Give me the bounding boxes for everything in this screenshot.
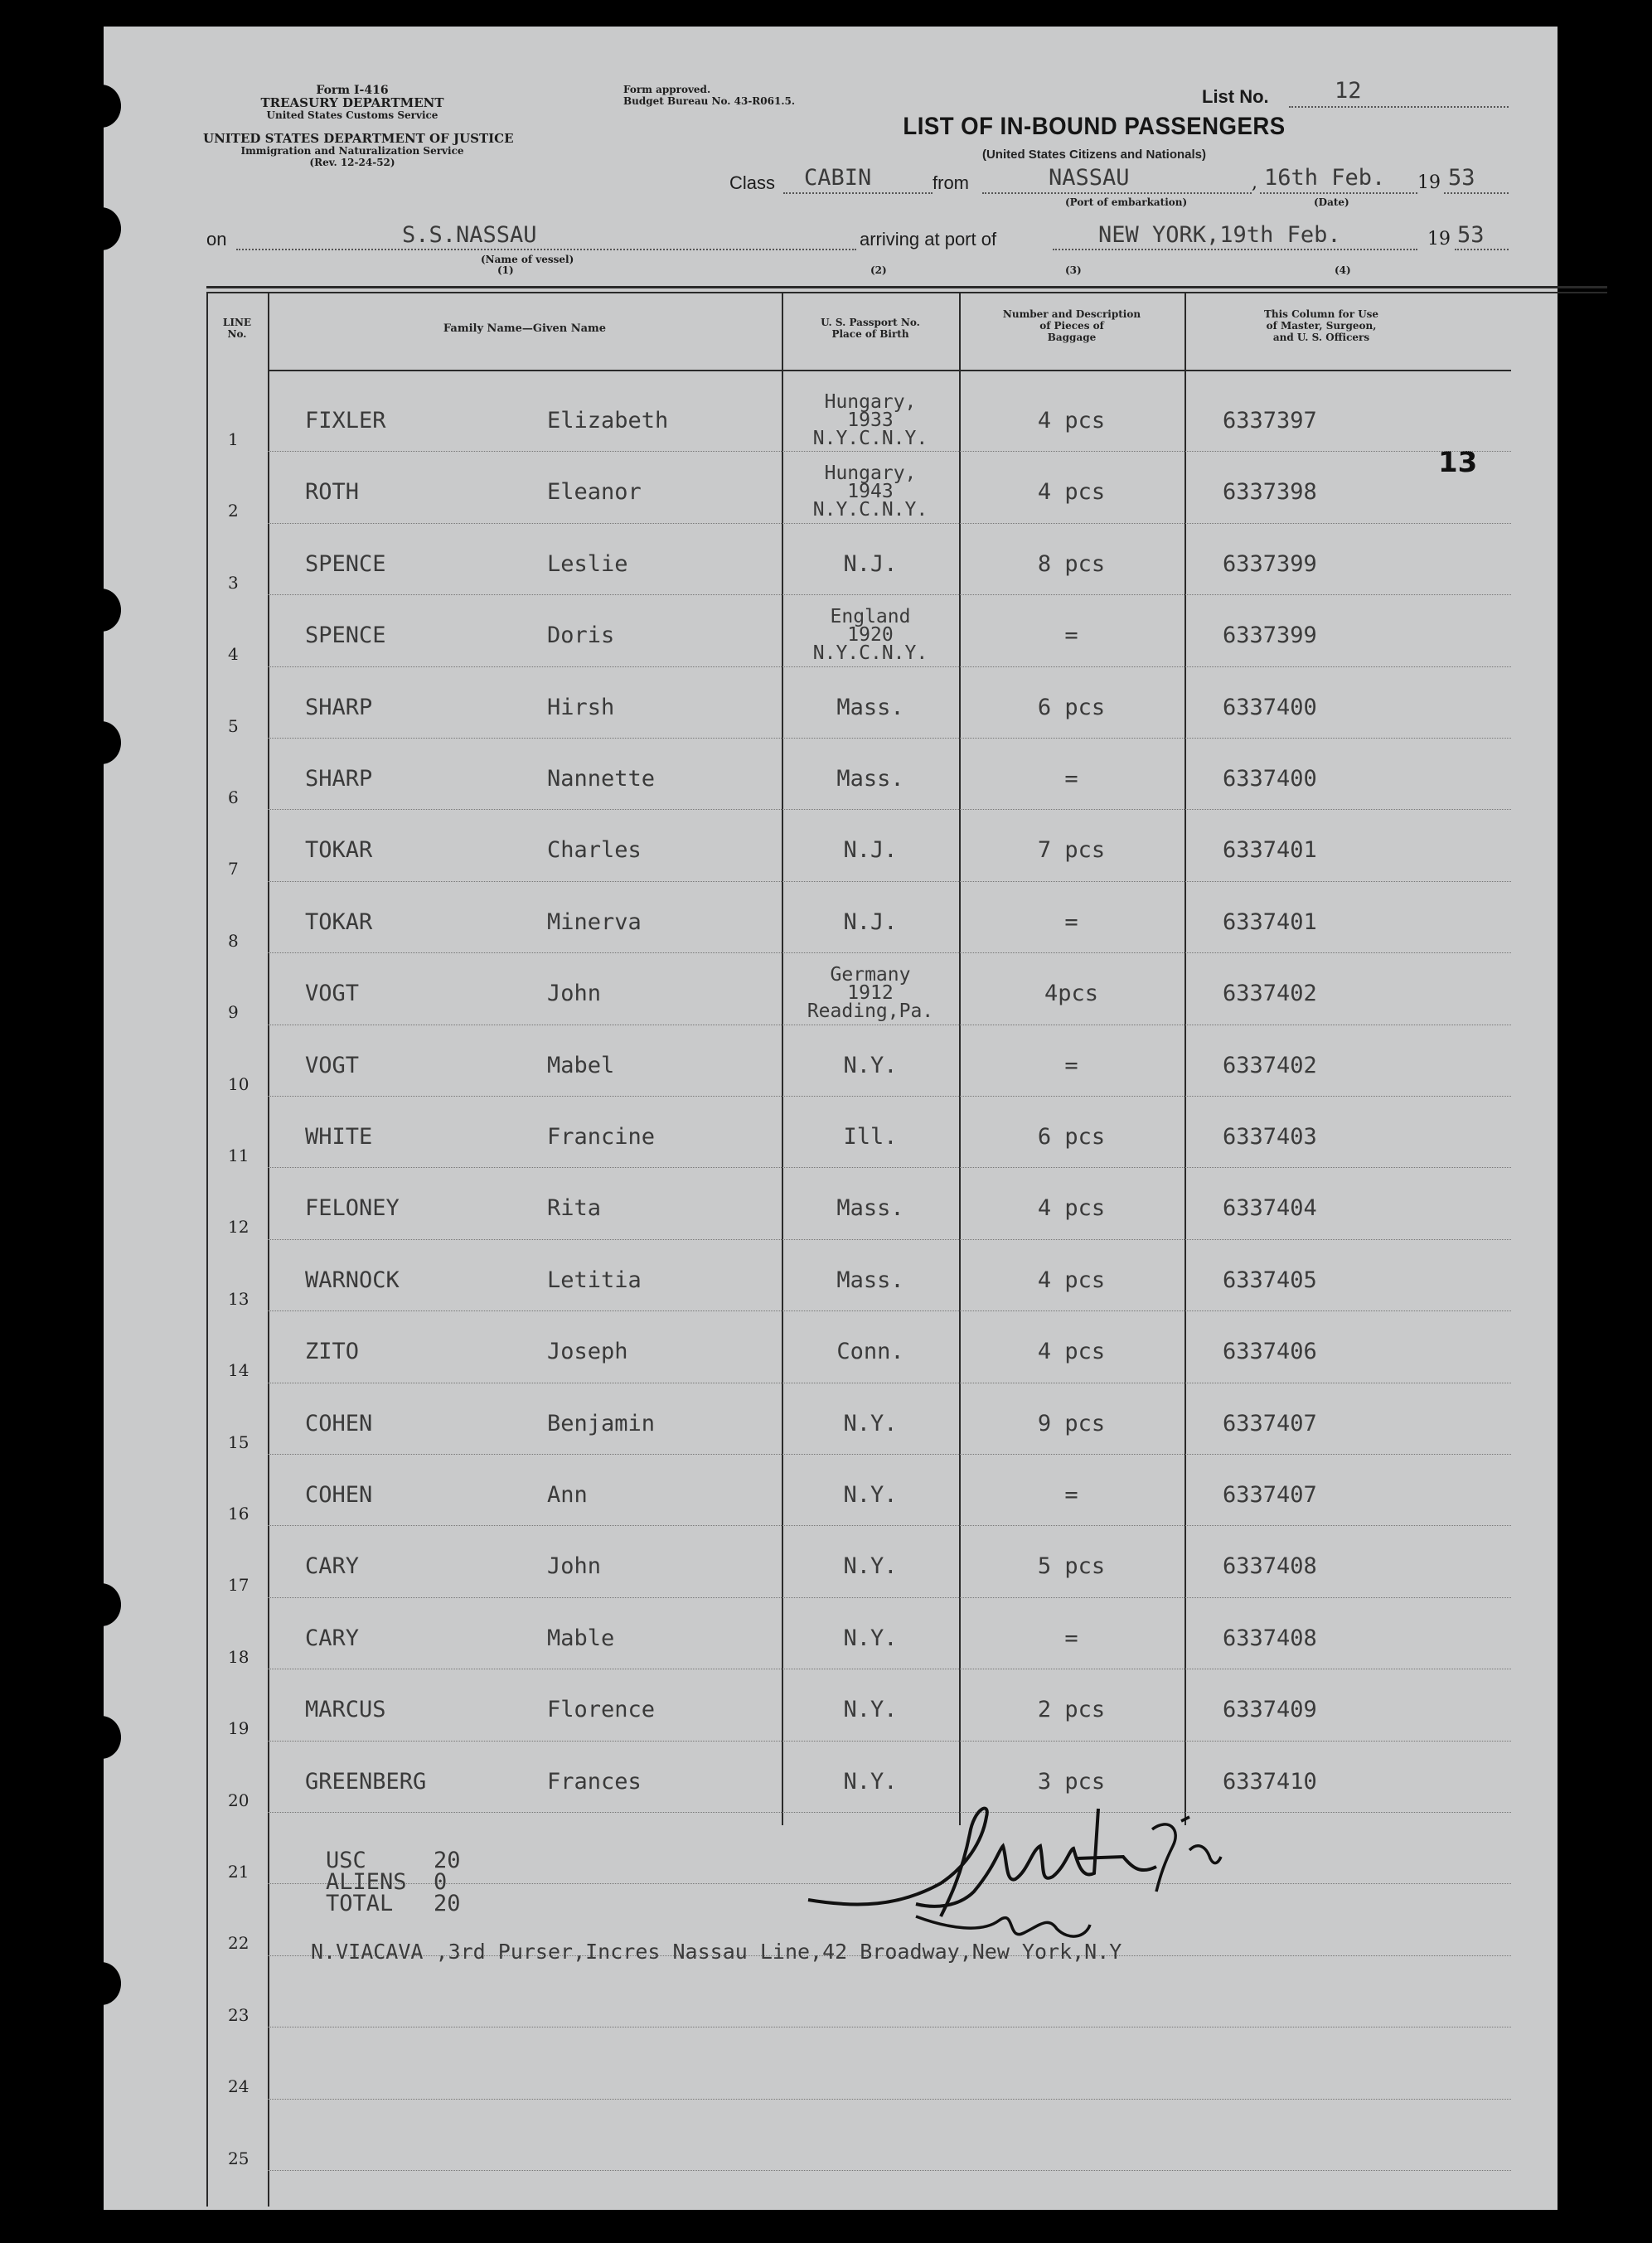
given-name: Rita [547, 1195, 602, 1222]
given-name: Benjamin [547, 1410, 656, 1436]
row-rule [268, 594, 1511, 595]
line-number: 17 [228, 1575, 249, 1596]
given-name: Minerva [547, 908, 642, 935]
place-of-birth [782, 606, 959, 665]
row-rule [268, 1454, 1511, 1455]
line-number: 11 [228, 1146, 249, 1165]
line-number: 21 [228, 1862, 249, 1882]
passport-number: 6337401 [1223, 908, 1317, 935]
col-header-passport: U. S. Passport No. Place of Birth [821, 317, 920, 340]
birth-line: Conn. [836, 1339, 904, 1365]
line-number: 12 [228, 1217, 249, 1238]
punch-hole [81, 207, 121, 250]
place-of-birth [782, 1482, 959, 1508]
given-name: Charles [547, 837, 642, 864]
row-rule [268, 881, 1511, 882]
table-left-rule [206, 292, 208, 2207]
family-name: SPENCE [305, 623, 386, 649]
family-name: TOKAR [305, 908, 373, 935]
birth-line: N.J. [843, 908, 898, 935]
row-rule [268, 1741, 1511, 1742]
arrival-year: 53 [1457, 222, 1485, 248]
place-of-birth [782, 1697, 959, 1722]
purser-line: N.VIACAVA ,3rd Purser,Incres Nassau Line,42 Broadway,New York,N.Y [311, 1940, 1122, 1964]
row-rule [268, 2099, 1511, 2100]
place-of-birth [782, 1553, 959, 1579]
passport-number: 6337399 [1223, 550, 1317, 577]
line-number: 14 [228, 1360, 249, 1381]
given-name: John [547, 1553, 602, 1580]
baggage: 5 pcs [1037, 1553, 1106, 1580]
line-number: 8 [228, 930, 239, 951]
family-name: COHEN [305, 1482, 373, 1508]
arrival-value: NEW YORK,19th Feb. [1098, 222, 1341, 248]
family-name: MARCUS [305, 1697, 386, 1723]
row-rule [268, 952, 1511, 953]
line-number: 20 [228, 1790, 249, 1810]
punch-hole [81, 589, 121, 632]
list-no-value: 12 [1335, 78, 1362, 104]
punch-hole [81, 1716, 121, 1759]
class-label: Class [729, 172, 776, 193]
row-rule [268, 1310, 1511, 1311]
given-name: Joseph [547, 1339, 628, 1365]
line-number: 16 [228, 1504, 249, 1524]
passport-number: 6337407 [1223, 1482, 1317, 1508]
page-title: LIST OF IN-BOUND PASSENGERS [903, 113, 1286, 140]
given-name: Elizabeth [547, 408, 669, 434]
passport-number: 6337399 [1223, 623, 1317, 649]
place-of-birth [782, 1124, 959, 1150]
row-rule [268, 1525, 1511, 1526]
row-rule [268, 1096, 1511, 1097]
baggage: = [1064, 1052, 1078, 1078]
line-number: 5 [228, 715, 239, 736]
place-of-birth [782, 964, 959, 1023]
budget-bureau-no: Budget Bureau No. 43-R061.5. [623, 95, 796, 107]
given-name: Mabel [547, 1052, 615, 1078]
baggage: 4 pcs [1037, 408, 1106, 434]
page-number: 13 [1438, 446, 1478, 479]
birth-line: 1943 [847, 481, 894, 503]
line-number: 9 [228, 1002, 239, 1023]
col-header-baggage: Number and Description of Pieces of Baggage [1002, 308, 1141, 343]
col-num-2: (2) [870, 264, 887, 276]
birth-line: 1912 [847, 982, 894, 1005]
immigration-service: Immigration and Naturalization Service [240, 145, 464, 157]
baggage: = [1064, 908, 1078, 935]
list-no-label: List No. [1202, 86, 1269, 107]
customs-service: United States Customs Service [266, 109, 438, 121]
passport-number: 6337400 [1223, 766, 1317, 792]
birth-line: Mass. [836, 694, 904, 720]
place-of-birth [782, 551, 959, 577]
birth-line: N.Y. [843, 1052, 898, 1078]
family-name: WARNOCK [305, 1267, 400, 1293]
arriving-label: arriving at port of [860, 229, 997, 249]
row-rule [268, 1239, 1511, 1240]
family-name: VOGT [305, 981, 360, 1007]
baggage: 3 pcs [1037, 1768, 1106, 1795]
passport-number: 6337404 [1223, 1195, 1317, 1222]
passport-number: 6337408 [1223, 1625, 1317, 1651]
passport-number: 6337403 [1223, 1124, 1317, 1150]
passport-number: 6337398 [1223, 479, 1317, 506]
officer-signature [792, 1784, 1223, 1950]
place-of-birth [782, 1411, 959, 1436]
form-number: Form I-416 [316, 84, 389, 97]
row-rule [268, 666, 1511, 667]
birth-line: N.Y.C.N.Y. [812, 428, 928, 449]
line-number: 19 [228, 1718, 249, 1739]
baggage: 6 pcs [1037, 1124, 1106, 1150]
family-name: CARY [305, 1625, 360, 1651]
birth-line: N.Y. [843, 1768, 898, 1795]
place-of-birth [782, 1053, 959, 1078]
given-name: Leslie [547, 550, 628, 577]
baggage: 8 pcs [1037, 550, 1106, 577]
given-name: Mable [547, 1625, 615, 1651]
birth-line: Germany [830, 964, 911, 986]
birth-line: 1933 [847, 409, 894, 431]
col-num-4: (4) [1335, 264, 1351, 276]
punch-hole [81, 1962, 121, 2005]
form-approved: Form approved. [623, 84, 711, 95]
on-label: on [206, 229, 227, 249]
row-rule [268, 523, 1511, 524]
birth-line: N.Y. [843, 1625, 898, 1651]
birth-line: N.Y. [843, 1410, 898, 1436]
family-name: GREENBERG [305, 1768, 427, 1795]
baggage: = [1064, 766, 1078, 792]
punch-hole [81, 721, 121, 764]
passport-number: 6337402 [1223, 1052, 1317, 1078]
line-number: 25 [228, 2148, 249, 2168]
line-number: 10 [228, 1073, 249, 1094]
passport-number: 6337400 [1223, 694, 1317, 720]
line-number: 15 [228, 1432, 249, 1452]
line-number: 22 [228, 1933, 249, 1954]
place-of-birth [782, 393, 959, 448]
year-value: 53 [1448, 165, 1475, 191]
baggage: 2 pcs [1037, 1697, 1106, 1723]
family-name: WHITE [305, 1124, 373, 1150]
row-rule [268, 451, 1511, 452]
vessel-value: S.S.NASSAU [402, 222, 537, 248]
baggage: 4 pcs [1037, 1195, 1106, 1222]
line-number: 23 [228, 2004, 249, 2025]
given-name: Hirsh [547, 694, 615, 720]
row-rule [268, 1597, 1511, 1598]
line-number: 13 [228, 1288, 249, 1309]
passport-number: 6337407 [1223, 1410, 1317, 1436]
given-name: Eleanor [547, 479, 642, 506]
family-name: CARY [305, 1553, 360, 1580]
place-of-birth [782, 1195, 959, 1221]
baggage: 4pcs [1044, 981, 1099, 1007]
birth-line: Mass. [836, 1195, 904, 1222]
baggage: 4 pcs [1037, 1267, 1106, 1293]
punch-hole [81, 85, 121, 128]
birth-line: N.J. [843, 837, 898, 864]
family-name: VOGT [305, 1052, 360, 1078]
table-top-rule [206, 286, 1607, 288]
birth-line: N.Y. [843, 1553, 898, 1580]
line-number: 1 [228, 429, 239, 449]
line-number: 18 [228, 1646, 249, 1667]
year-prefix: 19 [1417, 172, 1441, 193]
row-rule [268, 2170, 1511, 2171]
place-of-birth [782, 1339, 959, 1364]
line-number: 24 [228, 2076, 249, 2097]
revision-date: (Rev. 12-24-52) [309, 157, 395, 168]
vessel-col-num: (1) [497, 264, 514, 276]
vessel-caption: (Name of vessel) [481, 254, 574, 265]
birth-line: N.Y.C.N.Y. [812, 642, 928, 665]
family-name: SPENCE [305, 550, 386, 577]
passport-number: 6337410 [1223, 1768, 1317, 1795]
place-of-birth [782, 909, 959, 935]
document-page: Form I-416 TREASURY DEPARTMENT United States Customs Service UNITED STATES DEPARTMENT OF JUSTICE Immigration and Naturalization Service (Rev. 12-24-52) Form approved. Budget Bureau No. 43-R061.5. List No. 12 LIST OF IN-BOUND PASSENGERS (United States Citizens and Nationals) Class CABIN from NASSAU (Port of embarkation) , 16th Feb. (Date) 19 53 on S.S.NASSAU (Name of vessel) (1) arriving at port of NEW YORK,19th Feb. 19 53 (2) (3) (4) LINE No. Family Name—Given Name U. S. Passport No. Place of Birth Number and Description of Pieces of Baggage This Column for Use of Master, Surgeon, and U. S. Officers 13 1 FIXLER Elizabeth 4 pcs 6337397 Hungary, 1933 N.Y.C.N.Y. 2 ROTH Eleanor 4 pcs 6337398 Hungary, 1943 N.Y.C.N.Y. 3 SPENCE Leslie 8 pcs 6337399 N.J. 4 SPENCE Doris = 6337399 England 1920 N.Y.C.N.Y. 5 SHARP Hirsh 6 pcs 6337400 Mass. 6 SHARP Nannette = 6337400 Mass. 7 TOKAR Charles 7 pcs 6337401 N.J. 8 TOKAR Minerva = 6337401 N.J. 9 VOGT John 4pcs 6337402 Germany 1912 Reading,Pa. 10 VOGT Mabel = 6337402 N.Y. 11 WHITE Francine 6 pcs 6337403 Ill. 12 FELONEY Rita 4 pcs 6337404 Mass. 13 WARNOCK Letitia 4 pcs 6337405 Mass. 14 ZITO Joseph 4 pcs 6337406 Conn. 15 COHEN Benjamin 9 pcs 6337407 N.Y. 16 COHEN Ann = 6337407 N.Y. 17 CARY John 5 pcs 6337408 N.Y. 18 CARY Mable = 6337408 N.Y. 19 MARCUS Florence 2 pcs 6337409 N.Y. 20 GREENBERG Frances 3 pcs 6337410 N.Y. 21 22 23 24 25 USC 20 ALIENS 0 TOTAL 20 N.VIACAVA ,3rd Purser,Incres Nassau Line,42 Broadway,New York,N.Y [104, 27, 1558, 2210]
row-rule [268, 738, 1511, 739]
baggage: = [1064, 1482, 1078, 1508]
family-name: COHEN [305, 1410, 373, 1436]
row-rule [268, 809, 1511, 810]
port-caption: (Port of embarkation) [1065, 196, 1188, 208]
treasury-department: TREASURY DEPARTMENT [260, 95, 444, 110]
class-value: CABIN [804, 165, 872, 191]
baggage: 4 pcs [1037, 1339, 1106, 1365]
passport-number: 6337408 [1223, 1553, 1317, 1580]
family-name: ROTH [305, 479, 360, 506]
line-number: 4 [228, 644, 239, 665]
baggage: = [1064, 623, 1078, 649]
birth-line: 1920 [847, 624, 894, 647]
place-of-birth [782, 464, 959, 519]
justice-department: UNITED STATES DEPARTMENT OF JUSTICE [203, 131, 514, 146]
place-of-birth [782, 1625, 959, 1651]
date-value: 16th Feb. [1264, 165, 1386, 191]
totals-row: ALIENS 0 [326, 1869, 448, 1895]
family-name: FIXLER [305, 408, 386, 434]
baggage: 7 pcs [1037, 837, 1106, 864]
col-header-line: LINE No. [222, 317, 252, 340]
given-name: Nannette [547, 766, 656, 792]
family-name: SHARP [305, 694, 373, 720]
line-number: 3 [228, 572, 239, 593]
date-caption: (Date) [1314, 196, 1349, 208]
given-name: Francine [547, 1124, 656, 1150]
birth-line: Hungary, [824, 463, 917, 485]
given-name: Frances [547, 1768, 642, 1795]
family-name: TOKAR [305, 837, 373, 864]
totals-block [326, 1850, 461, 1915]
given-name: Ann [547, 1482, 588, 1508]
family-name: ZITO [305, 1339, 360, 1365]
passport-number: 6337409 [1223, 1697, 1317, 1723]
totals-row: USC 20 [326, 1848, 461, 1873]
from-label: from [933, 172, 969, 193]
passport-number: 6337406 [1223, 1339, 1317, 1365]
given-name: Letitia [547, 1267, 642, 1293]
given-name: Florence [547, 1697, 656, 1723]
arrival-year-prefix: 19 [1427, 229, 1451, 249]
col-header-officers: This Column for Use of Master, Surgeon, and U. S. Officers [1263, 308, 1379, 343]
birth-line: N.J. [843, 550, 898, 577]
passport-number: 6337405 [1223, 1267, 1317, 1293]
birth-line: England [830, 606, 911, 628]
line-number: 6 [228, 787, 239, 807]
passport-number: 6337397 [1223, 408, 1317, 434]
punch-hole [81, 1583, 121, 1626]
totals-row: TOTAL 20 [326, 1891, 461, 1916]
passport-number: 6337402 [1223, 981, 1317, 1007]
birth-line: N.Y. [843, 1482, 898, 1508]
birth-line: N.Y.C.N.Y. [812, 499, 928, 521]
place-of-birth [782, 1267, 959, 1293]
row-rule [268, 1167, 1511, 1168]
birth-line: Reading,Pa. [807, 1000, 934, 1023]
baggage: 6 pcs [1037, 694, 1106, 720]
birth-line: Mass. [836, 766, 904, 792]
page-subtitle: (United States Citizens and Nationals) [981, 148, 1207, 162]
line-number: 7 [228, 859, 239, 879]
baggage: 4 pcs [1037, 479, 1106, 506]
passport-number: 6337401 [1223, 837, 1317, 864]
baggage: 9 pcs [1037, 1410, 1106, 1436]
line-number: 2 [228, 501, 239, 521]
place-of-birth [782, 766, 959, 792]
birth-line: Hungary, [824, 391, 917, 413]
birth-line: Mass. [836, 1267, 904, 1293]
place-of-birth [782, 695, 959, 720]
col-header-name: Family Name—Given Name [443, 322, 607, 335]
birth-line: N.Y. [843, 1697, 898, 1723]
given-name: Doris [547, 623, 615, 649]
family-name: FELONEY [305, 1195, 400, 1222]
birth-line: Ill. [843, 1124, 898, 1150]
col-num-3: (3) [1065, 264, 1082, 276]
place-of-birth [782, 837, 959, 863]
family-name: SHARP [305, 766, 373, 792]
port-value: NASSAU [1049, 165, 1130, 191]
baggage: = [1064, 1625, 1078, 1651]
given-name: John [547, 981, 602, 1007]
